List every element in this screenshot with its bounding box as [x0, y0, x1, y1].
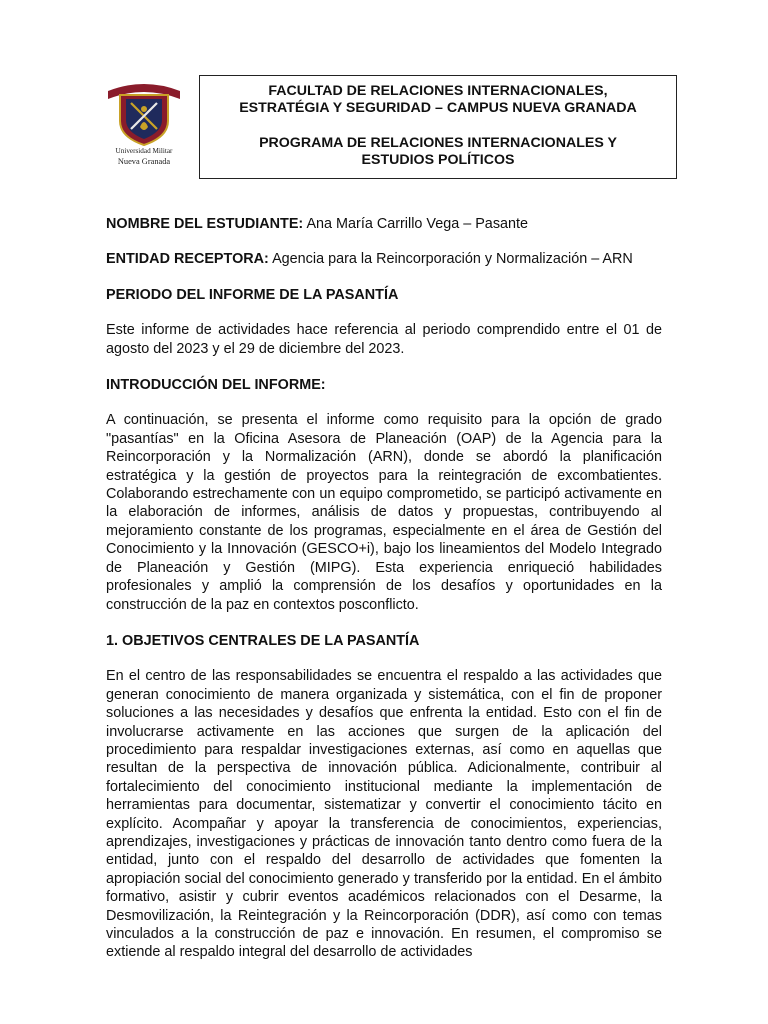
objectives-heading: 1. OBJETIVOS CENTRALES DE LA PASANTÍA — [106, 632, 420, 649]
program-title-line: PROGRAMA DE RELACIONES INTERNACIONALES Y — [259, 135, 617, 151]
student-label: NOMBRE DEL ESTUDIANTE: — [106, 216, 304, 232]
logo-university-campus: Nueva Granada — [117, 157, 171, 166]
document-header-box — [199, 75, 677, 179]
student-field — [106, 215, 662, 233]
entity-value: Agencia para la Reincorporación y Normalización – ARN — [272, 251, 633, 268]
logo-motto: PATRIA · CIENCIA · BIEN — [118, 73, 169, 78]
faculty-title-line: ESTRATÉGIA Y SEGURIDAD – CAMPUS NUEVA GRANADA — [239, 100, 637, 116]
faculty-title — [200, 83, 676, 117]
objectives-paragraph: En el centro de las responsabilidades se encuentra el respaldo a las actividades que generan conocimiento de manera organizada y sistemática, con el fin de proponer soluciones a las necesidades y desafíos que enfrenta la entidad. Esto con el fin de involucrarse activamente en las acciones que surgen de la aplicación del procedimiento para respaldar investigaciones externas, así como en aquellas que resultan de la perspectiva de innovación pública. Adicionalmente, contribuir al fortalecimiento del conocimiento institucional mediante la implementación de herramientas para documentar, sistematizar y convertir el conocimiento tácito en explícito. Acompañar y apoyar la transferencia de conocimientos, experiencias, aprendizajes, investigaciones y prácticas de innovación tanto dentro como fuera de la entidad, junto con el respaldo del desarrollo de actividades que fomenten la apropiación social del conocimiento generado y transferido por la entidad. En el ámbito formativo, asistir y cubrir eventos académicos relacionados con el Desarme, la Desmovilización, la Reintegración y la Reincorporación (DDR), así como con temas vinculados a la construcción de paz e innovación. En resumen, el compromiso se extiende al respaldo integral del desarrollo de actividades — [106, 668, 662, 961]
university-crest-icon — [104, 75, 184, 147]
program-title-line: ESTUDIOS POLÍTICOS — [361, 152, 515, 168]
entity-field — [106, 250, 662, 268]
university-logo — [104, 75, 184, 170]
intro-paragraph: A continuación, se presenta el informe como requisito para la opción de grado "pasantías" en la Oficina Asesora de Planeación (OAP) de la Agencia para la Reincorporación y la Normalización (ARN), donde se abordó la planificación estratégica y la gestión de proyectos para la reintegración de excombatientes. Colaborando estrechamente con un equipo comprometido, se participó activamente en la elaboración de informes, análisis de datos y propuestas, contribuyendo al mejoramiento constante de los programas, especialmente en el área de Gestión del Conocimiento y la Innovación (GESCO+i), bajo los lineamientos del Modelo Integrado de Planeación y Gestión (MIPG). Esta experiencia enriqueció habilidades profesionales y amplió la comprensión de los desafíos y oportunidades en la construcción de la paz en contextos posconflicto. — [106, 412, 662, 613]
intro-heading: INTRODUCCIÓN DEL INFORME: — [106, 377, 326, 394]
document-body — [106, 215, 662, 980]
student-value: Ana María Carrillo Vega – Pasante — [306, 216, 529, 232]
period-paragraph: Este informe de actividades hace referencia al periodo comprendido entre el 01 de agosto del 2023 y el 29 de diciembre del 2023. — [106, 322, 662, 357]
entity-label: ENTIDAD RECEPTORA: — [106, 251, 269, 268]
faculty-title-line: FACULTAD DE RELACIONES INTERNACIONALES, — [268, 83, 608, 99]
logo-university-name: Universidad Militar — [115, 147, 173, 155]
period-heading: PERIODO DEL INFORME DE LA PASANTÍA — [106, 286, 399, 303]
program-title — [200, 135, 676, 169]
